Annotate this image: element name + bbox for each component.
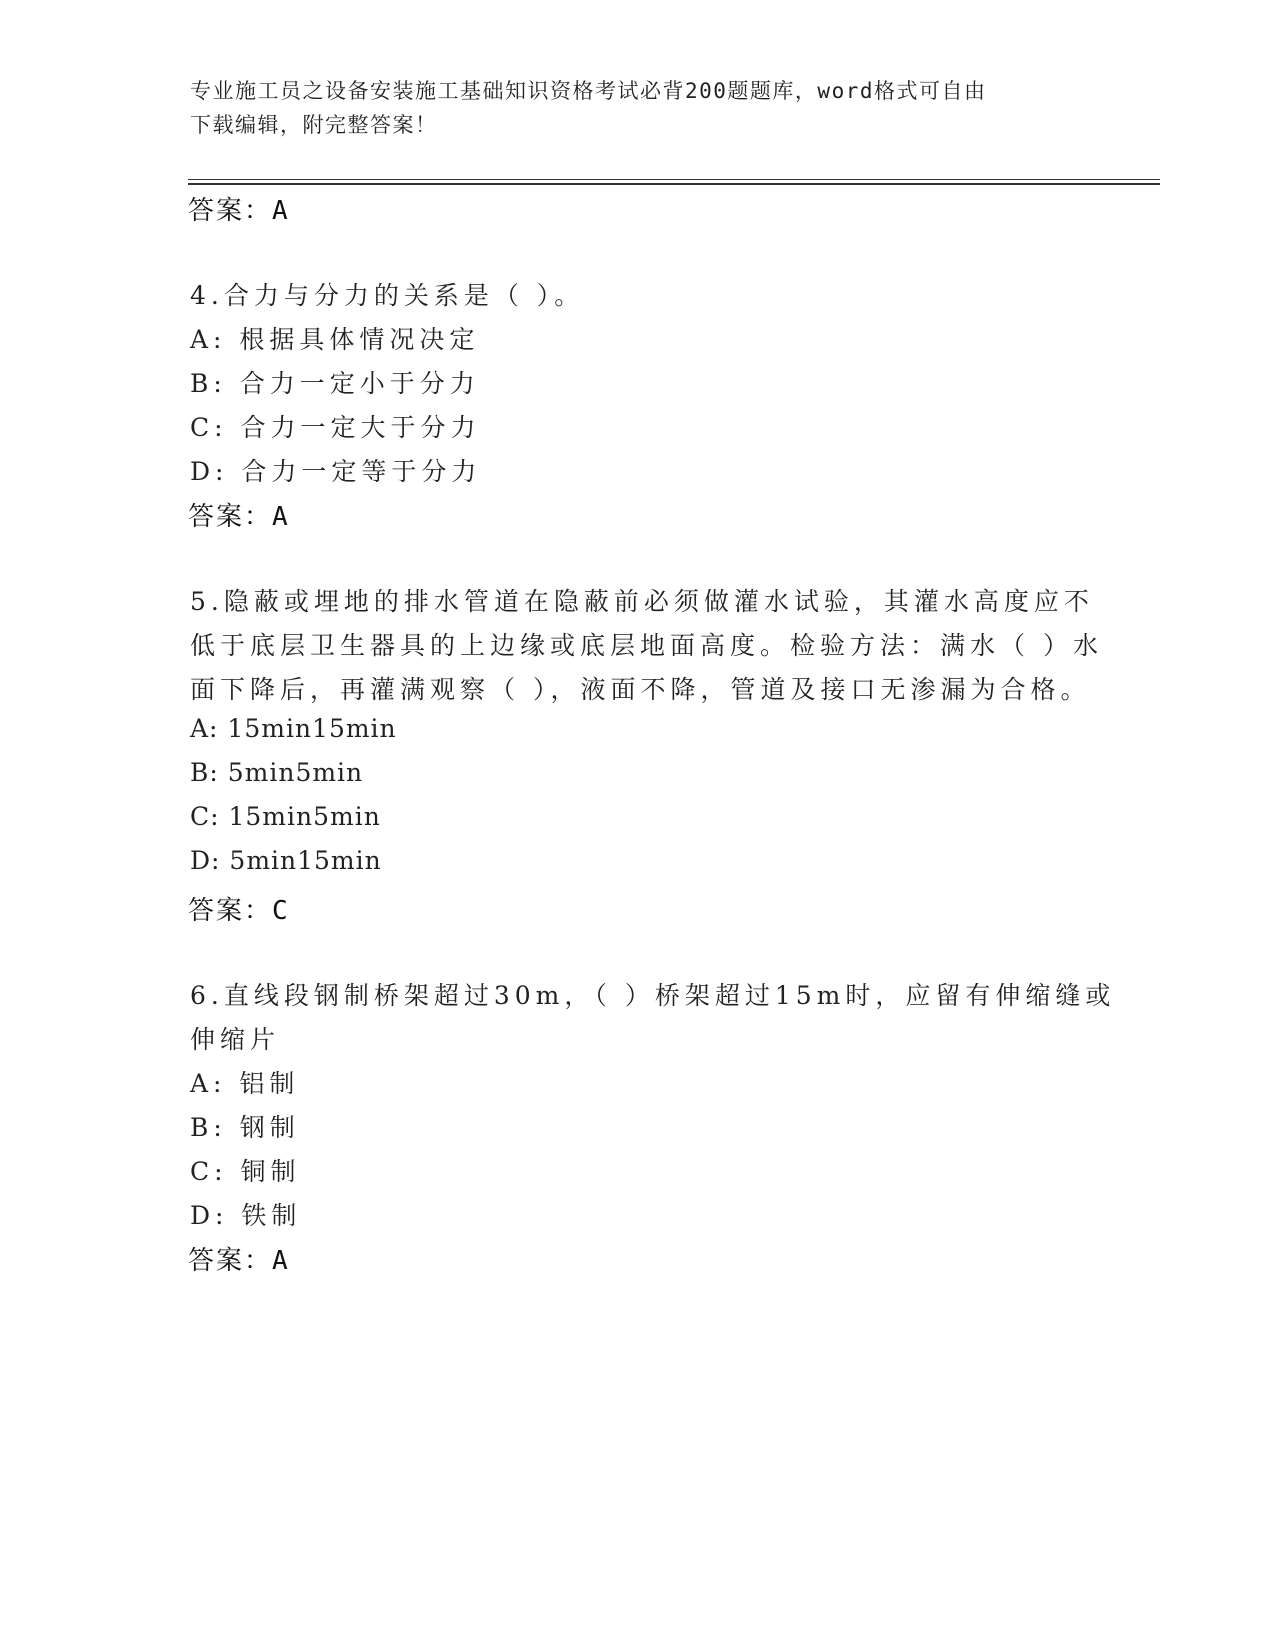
question-5-option-b: B: 5min5min [190,758,364,787]
question-6-option-b: B: 钢制 [190,1113,300,1142]
header-divider-thick [188,183,1160,185]
question-6-stem-line-1: 6.直线段钢制桥架超过30m，（ ）桥架超过15m时，应留有伸缩缝或 [190,981,1116,1010]
question-4-option-c: C: 合力一定大于分力 [190,413,481,442]
question-4-option-d: D: 合力一定等于分力 [190,457,482,486]
question-5-option-d: D: 5min15min [190,846,382,875]
header-divider-thin [188,179,1160,180]
question-6-option-a: A: 铝制 [190,1069,300,1098]
question-4-option-b: B: 合力一定小于分力 [190,369,480,398]
question-6-option-c: C: 铜制 [190,1157,301,1186]
answer-previous-question: 答案：A [188,196,290,226]
question-4-answer: 答案：A [188,502,290,532]
question-6-stem-line-2: 伸缩片 [190,1025,281,1054]
question-4-option-a: A: 根据具体情况决定 [190,325,480,354]
document-header [190,74,1090,142]
header-line-1: 专业施工员之设备安装施工基础知识资格考试必背200题题库，word格式可自由 [190,79,987,103]
question-5-stem-line-1: 5.隐蔽或埋地的排水管道在隐蔽前必须做灌水试验，其灌水高度应不 [190,587,1094,616]
question-5-option-c: C: 15min5min [190,802,381,831]
question-6-answer: 答案：A [188,1246,290,1276]
question-5-answer: 答案：C [188,896,290,926]
question-6-option-d: D: 铁制 [190,1201,302,1230]
question-4-stem: 4.合力与分力的关系是（ ）。 [190,281,585,310]
question-5-option-a: A: 15min15min [190,714,397,743]
question-5-stem-line-3: 面下降后，再灌满观察（ ），液面不降，管道及接口无渗漏为合格。 [190,675,1091,704]
header-line-2: 下载编辑，附完整答案！ [190,113,438,137]
question-5-stem-line-2: 低于底层卫生器具的上边缘或底层地面高度。检验方法：满水（ ）水 [190,631,1103,660]
